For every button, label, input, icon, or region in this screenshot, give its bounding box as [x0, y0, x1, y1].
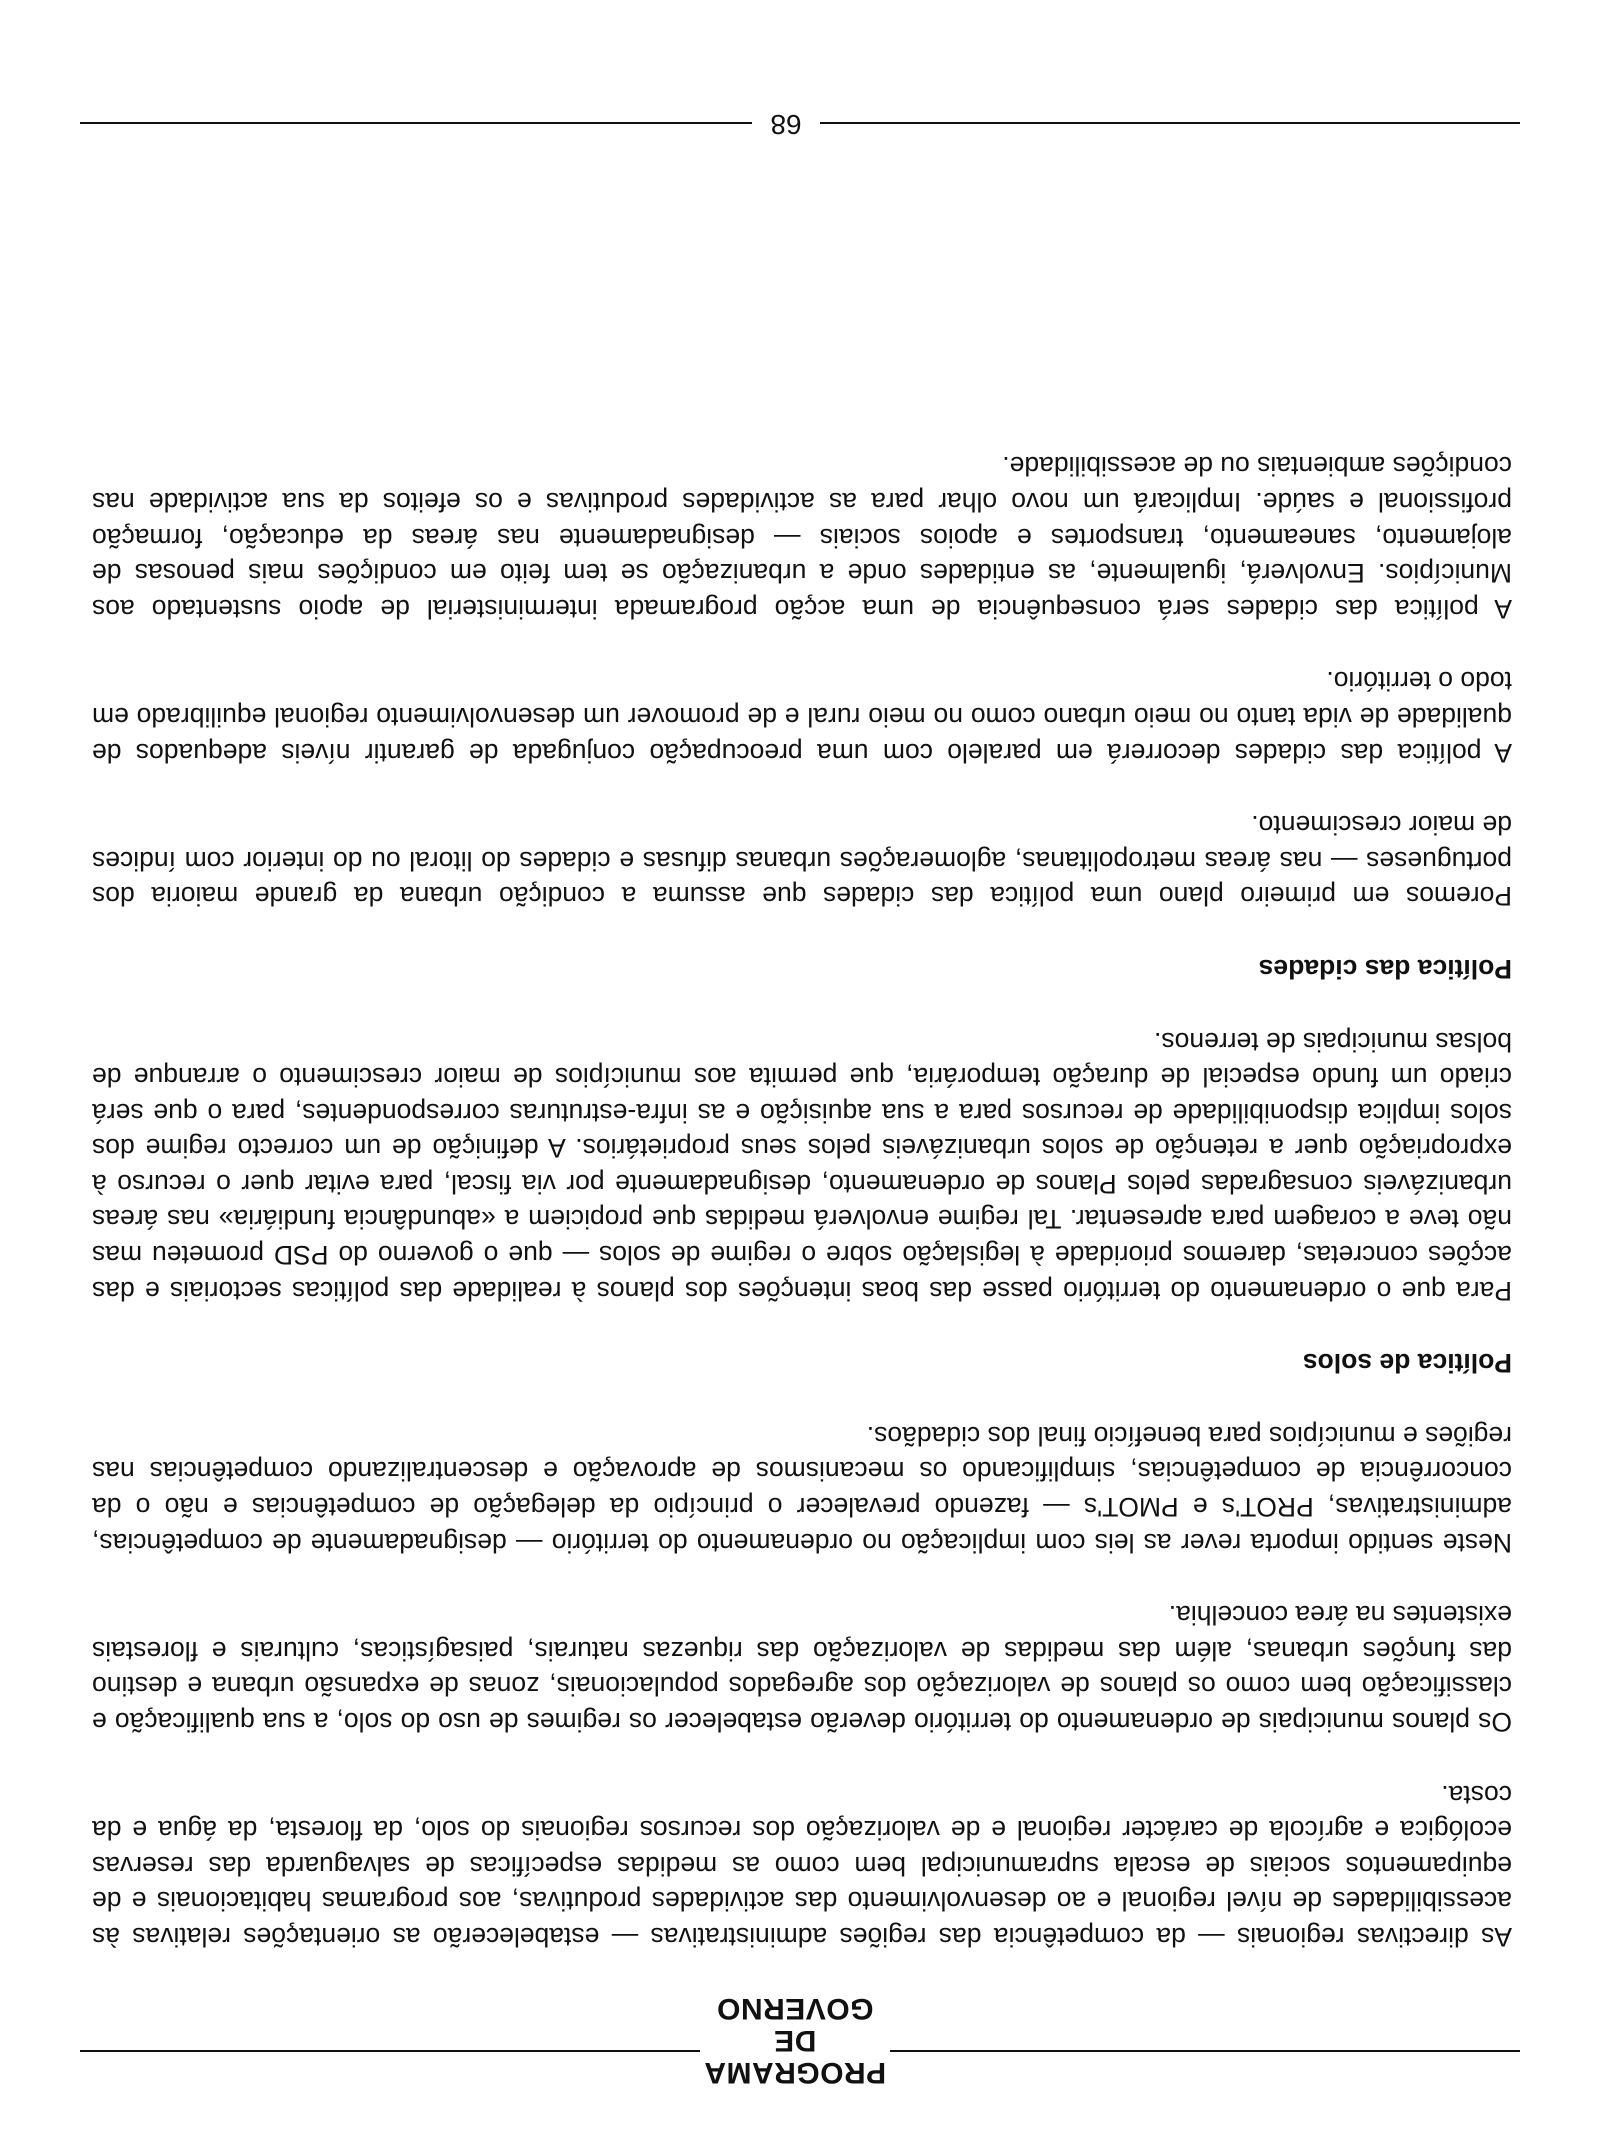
paragraph-regime-de-solos: Para que o ordenamento do território passe das boas intenções dos planos à realidade das políticas sectoriais e das acções concretas, daremos prioridade à legislação sobre o regime de solos — que o governo do PSD prometeu mas não teve a coragem para apresentar. Tal regime envolverá medidas que propiciem a «abundância fundiária» nas áreas urbanizáveis consagradas pelos Planos de ordenamento, designadamente por via fiscal, para evitar quer o recurso à expropriação quer a retenção de solos urbanizáveis pelos seus proprietários. A definição de um correcto regime dos solos implica disponibilidade de recursos para a sua aquisição e as infra-estruturas correspondentes, para o que será criado um fundo especial de duração temporária, que permita aos municípios de maior crescimento o arranque de bolsas municipais de terrenos. — [92, 1026, 1512, 1306]
paragraph-accao-interministerial: A política das cidades será consequência de uma acção programada interministerial de apoio sustentado aos Municípios. Envolverá, igualmente, as entidades onde a urbanização se tem feito em condições mais penosas de alojamento, saneamento, transportes e apoios sociais — designadamente nas áreas da educação, formação profissional e saúde. Implicará um novo olhar para as actividades produtivas e os efeitos da sua actividade nas condições ambientais ou de acessibilidade. — [92, 451, 1512, 624]
heading-politica-das-cidades: Política das cidades — [1258, 953, 1512, 984]
publication-title — [700, 1992, 890, 2088]
heading-politica-de-solos: Política de solos — [1302, 1348, 1512, 1379]
paragraph-qualidade-de-vida: A política das cidades decorrerá em paralelo com uma preocupação conjugada de garantir níveis adequados de qualidade de vida tanto no meio urbano como no meio rural e de promover um desenvolvimento regional equilibrado em todo o território. — [92, 666, 1512, 768]
footer-rule-right — [80, 122, 752, 124]
paragraph-planos-municipais: Os planos municipais de ordenamento do território deverão estabelecer os regimes de uso do solo, a sua qualificação e classificação bem como os planos de valorização dos agregados populacionais, zonas de expansão urbana e destino das funções urbanas, além das medidas de valorização das riquezas naturais, paisagísticas, culturais e florestais existentes na área concelhia. — [92, 1600, 1512, 1738]
publication-title-line-1: PROGRAMA — [703, 2056, 887, 2089]
page-number: 68 — [770, 109, 802, 140]
paragraph-condicao-urbana: Poremos em primeiro plano uma política das cidades que assuma a condição urbana da grande maioria dos portugueses — nas áreas metropolitanas, aglomerações urbanas difusas e cidades do litoral ou do interior com índices de maior crescimento. — [92, 810, 1512, 912]
header-rule-left — [890, 2050, 1520, 2052]
paragraph-directivas-regionais: As directivas regionais — da competência das regiões administrativas — estabelecerão as orientações relativas às acessibilidades de nível regional e ao desenvolvimento das actividades produtivas, aos programas habitacionais e de equipamentos sociais de escala supramunicipal bem como as medidas específicas de salvaguarda das reservas ecológica e agrícola de carácter regional e de valorização dos recursos regionais do solo, da floresta, da água e da costa. — [92, 1779, 1512, 1952]
header-rule-right — [80, 2050, 700, 2052]
body-text — [92, 411, 1512, 1954]
paragraph-rever-leis: Neste sentido importa rever as leis com implicação no ordenamento do território — designadamente de competências, administrativas, PROT's e PMOT's — fazendo prevalecer o princípio da delegação de competências e não o da concorrência de competências, simplificando os mecanismos de aprovação e descentralizando competências nas regiões e municípios para benefício final dos cidadãos. — [92, 1420, 1512, 1558]
publication-title-line-2: DE GOVERNO — [716, 1992, 874, 2057]
footer-rule-left — [820, 122, 1520, 124]
page-header — [80, 1992, 1520, 2089]
page-footer — [80, 104, 1520, 144]
